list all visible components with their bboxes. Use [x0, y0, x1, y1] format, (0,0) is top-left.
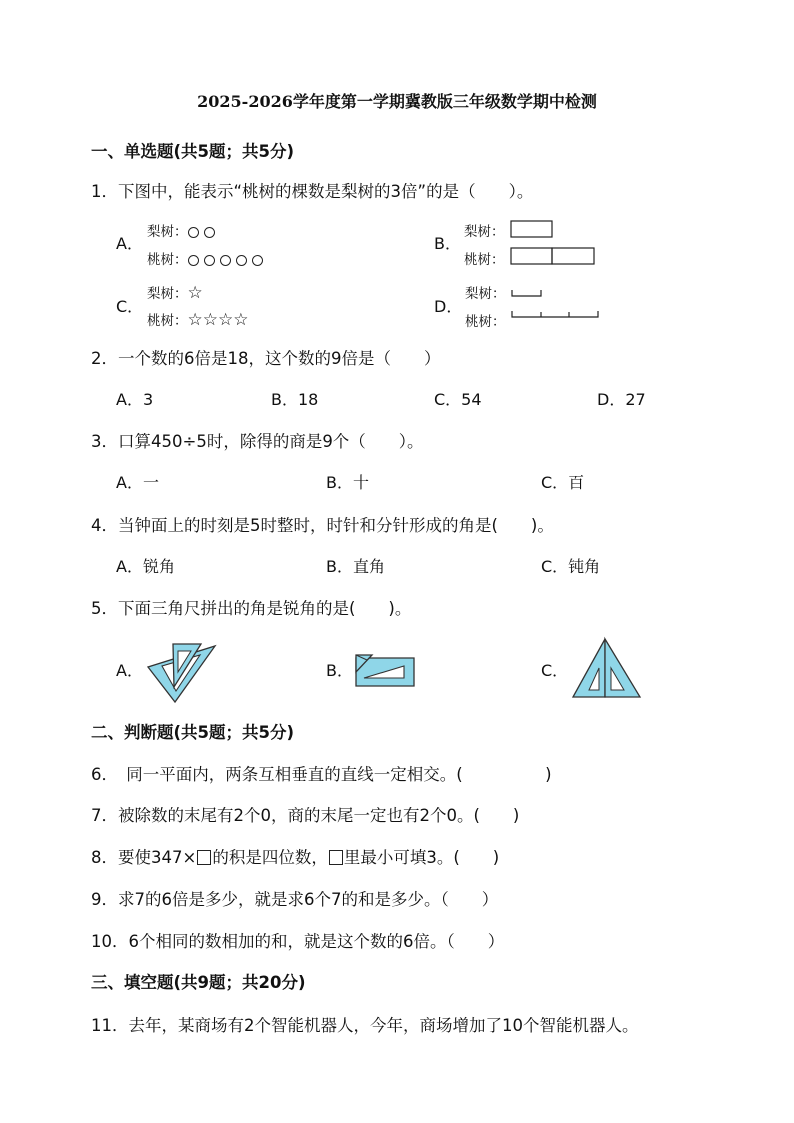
q1a-peach-row — [147, 248, 268, 268]
section-heading-fill-blank: 三、填空题(共9题；共20分) — [91, 973, 306, 992]
question-8-part-3: 里最小可填3。( ) — [343, 848, 500, 867]
q2-option-d[interactable]: D．27 — [597, 390, 646, 409]
q3-option-c[interactable]: C．百 — [541, 473, 585, 492]
q1d-pear-label: 梨树： — [465, 286, 506, 302]
circle-icon — [252, 255, 263, 266]
pear-label: 梨树： — [147, 224, 188, 240]
q1-option-b-label[interactable]: B． — [434, 234, 461, 253]
q1c-pear-row — [147, 282, 203, 303]
q4-option-b[interactable]: B．直角 — [326, 557, 385, 576]
q1d-peach-label: 桃树： — [465, 314, 506, 330]
peach-bar-2 — [552, 248, 594, 264]
question-5: 5．下面三角尺拼出的角是锐角的是( )。 — [91, 599, 412, 618]
q2-option-b[interactable]: B．18 — [271, 390, 319, 409]
question-2: 2．一个数的6倍是18，这个数的9倍是（ ） — [91, 349, 441, 368]
question-3: 3．口算450÷5时，除得的商是9个（ ）。 — [91, 432, 424, 451]
question-10: 10．6个相同的数相加的和，就是这个数的6倍。（ ） — [91, 932, 505, 951]
question-4: 4．当钟面上的时刻是5时整时，时针和分针形成的角是( )。 — [91, 516, 554, 535]
q5b-set-squares-image — [352, 652, 418, 690]
pear-segment — [512, 290, 541, 296]
q2-option-c[interactable]: C．54 — [434, 390, 482, 409]
q1-option-d-label[interactable]: D． — [434, 297, 463, 316]
circle-icon — [204, 227, 215, 238]
star-icon: ☆ — [187, 283, 203, 303]
q3-option-a[interactable]: A．一 — [116, 473, 159, 492]
q4-option-c[interactable]: C．钝角 — [541, 557, 601, 576]
q1b-peach-label: 桃树： — [464, 252, 505, 268]
set-square-left — [573, 639, 605, 697]
question-7: 7．被除数的末尾有2个0，商的末尾一定也有2个0。( ) — [91, 806, 520, 825]
question-11: 11．去年，某商场有2个智能机器人，今年，商场增加了10个智能机器人。 — [91, 1016, 639, 1035]
question-1: 1．下图中，能表示“桃树的棵数是梨树的3倍”的是（ ）。 — [91, 182, 534, 201]
star-icon: ☆ — [233, 310, 249, 330]
pear-label: 梨树： — [147, 286, 188, 302]
question-8 — [91, 844, 499, 868]
q1c-peach-row — [147, 309, 249, 330]
peach-label: 桃树： — [147, 252, 188, 268]
section-heading-single-choice: 一、单选题(共5题；共5分) — [91, 142, 295, 161]
blank-box-icon — [329, 850, 343, 865]
q1-option-a-label[interactable]: A． — [116, 234, 143, 253]
circle-icon — [204, 255, 215, 266]
star-icon: ☆ — [202, 310, 218, 330]
question-8-part-1: 8．要使347× — [91, 848, 197, 867]
star-icon: ☆ — [187, 310, 203, 330]
circle-icon — [236, 255, 247, 266]
q1b-bar-diagram — [510, 220, 600, 266]
q1-option-c-label[interactable]: C． — [116, 297, 144, 316]
star-icon: ☆ — [218, 310, 234, 330]
q1d-segment-diagram — [510, 286, 602, 322]
page-title: 2025-2026学年度第一学期冀教版三年级数学期中检测 — [197, 92, 597, 111]
q4-option-a[interactable]: A．锐角 — [116, 557, 175, 576]
circle-icon — [188, 255, 199, 266]
section-heading-true-false: 二、判断题(共5题；共5分) — [91, 723, 295, 742]
circle-icon — [188, 227, 199, 238]
q5-option-b-label[interactable]: B． — [326, 661, 353, 680]
question-6: 6． 同一平面内，两条互相垂直的直线一定相交。( ) — [91, 765, 552, 784]
q5a-set-squares-image — [145, 638, 217, 704]
question-9: 9．求7的6倍是多少，就是求6个7的和是多少。（ ） — [91, 890, 499, 909]
question-8-part-2: 的积是四位数， — [212, 848, 328, 867]
peach-label: 桃树： — [147, 313, 188, 329]
q5-option-c-label[interactable]: C． — [541, 661, 569, 680]
q5c-set-squares-image — [570, 636, 644, 700]
peach-segment — [512, 311, 598, 317]
pear-bar — [511, 221, 552, 237]
q2-option-a[interactable]: A．3 — [116, 390, 154, 409]
peach-bar-1 — [511, 248, 552, 264]
q5-option-a-label[interactable]: A． — [116, 661, 143, 680]
q1a-pear-row — [147, 220, 220, 240]
q1b-pear-label: 梨树： — [464, 224, 505, 240]
q3-option-b[interactable]: B．十 — [326, 473, 369, 492]
blank-box-icon — [197, 850, 211, 865]
circle-icon — [220, 255, 231, 266]
